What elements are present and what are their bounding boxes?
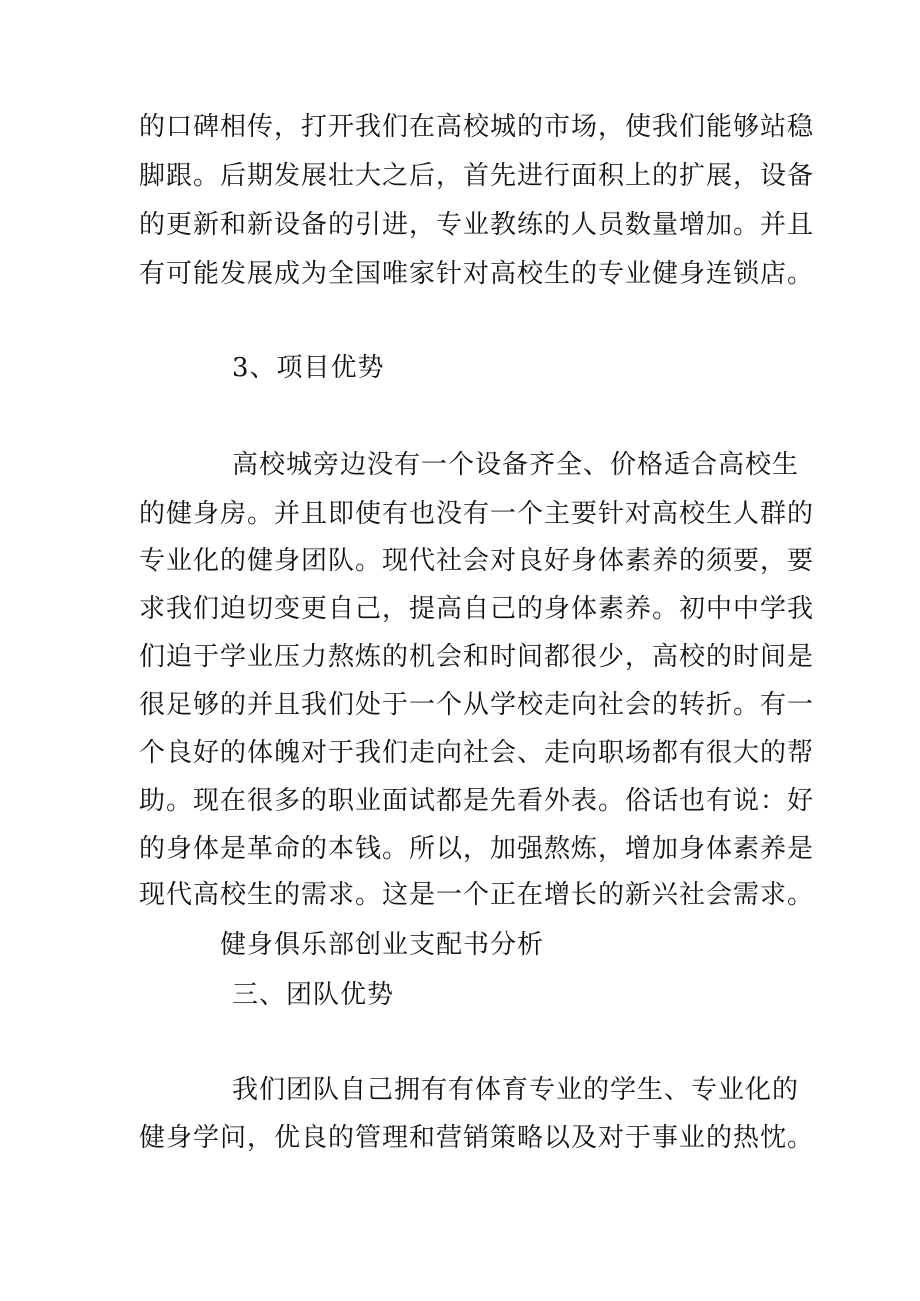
section-heading: 三、团队优势 [232, 980, 395, 1010]
paragraph-line: 求我们迫切变更自己，提高自己的身体素养。初中中学我 [139, 594, 815, 624]
paragraph-line: 个良好的体魄对于我们走向社会、走向职场都有很大的帮 [139, 738, 815, 768]
paragraph-line: 脚跟。后期发展壮大之后，首先进行面积上的扩展，设备 [139, 161, 815, 191]
paragraph-line: 的更新和新设备的引进，专业教练的人员数量增加。并且 [139, 210, 815, 240]
section-heading: 3、项目优势 [232, 353, 385, 383]
paragraph-line: 现代高校生的需求。这是一个正在增长的新兴社会需求。 [139, 880, 815, 910]
paragraph-line: 很足够的并且我们处于一个从学校走向社会的转折。有一 [139, 690, 815, 720]
paragraph-line: 的口碑相传，打开我们在高校城的市场，使我们能够站稳 [139, 112, 815, 142]
paragraph-line: 的身体是革命的本钱。所以，加强熬炼，增加身体素养是 [139, 834, 815, 864]
subtitle: 健身俱乐部创业支配书分析 [220, 930, 545, 960]
paragraph-line: 高校城旁边没有一个设备齐全、价格适合高校生 [232, 450, 800, 480]
paragraph-line: 助。现在很多的职业面试都是先看外表。俗话也有说：好 [139, 786, 815, 816]
paragraph-line: 专业化的健身团队。现代社会对良好身体素养的须要，要 [139, 546, 815, 576]
paragraph-line: 的健身房。并且即使有也没有一个主要针对高校生人群的 [139, 499, 815, 529]
paragraph-line: 我们团队自己拥有有体育专业的学生、专业化的 [232, 1075, 800, 1105]
paragraph-line: 有可能发展成为全国唯家针对高校生的专业健身连锁店。 [139, 259, 815, 289]
paragraph-line: 们迫于学业压力熬炼的机会和时间都很少，高校的时间是 [139, 642, 815, 672]
paragraph-line: 健身学问，优良的管理和营销策略以及对于事业的热忱。 [139, 1123, 815, 1153]
